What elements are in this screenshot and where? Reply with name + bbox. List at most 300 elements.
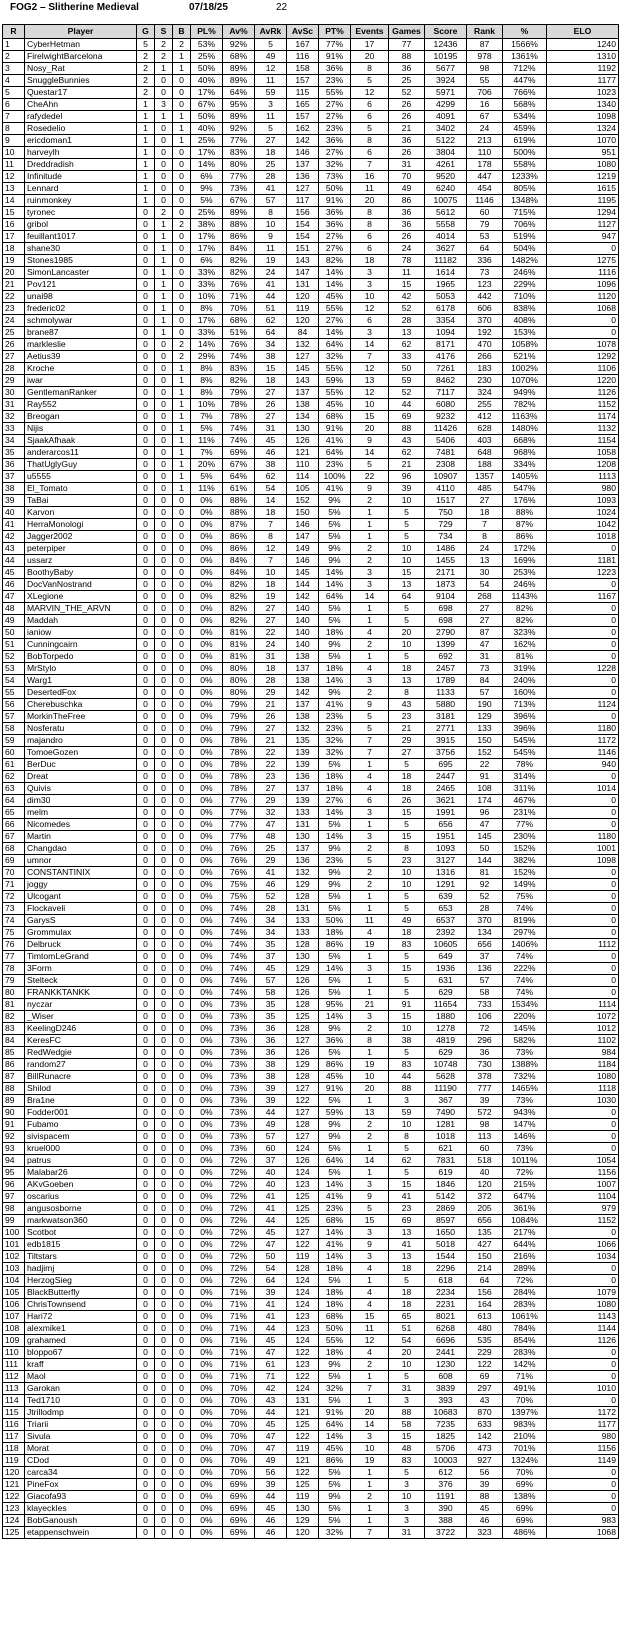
table-cell: 70% [223,1455,255,1467]
table-cell: 16 [3,219,25,231]
table-row [3,1275,619,1287]
table-cell: 48 [389,1443,425,1455]
table-cell: 5 [3,87,25,99]
player-name-cell: brane87 [25,327,137,339]
table-cell: 0% [191,1395,223,1407]
table-cell: 1614 [425,267,467,279]
table-cell: 0 [155,879,173,891]
table-cell: 1880 [425,1011,467,1023]
table-cell: 45 [255,1335,287,1347]
table-cell: 0% [191,567,223,579]
table-cell: 6% [191,255,223,267]
table-cell: 0% [191,651,223,663]
table-cell: 129 [287,963,319,975]
table-cell: 21 [255,699,287,711]
table-cell: 0 [137,927,155,939]
table-row [3,615,619,627]
table-cell: 0% [191,663,223,675]
table-cell: 0% [191,1035,223,1047]
table-row [3,627,619,639]
table-cell: 213 [467,135,503,147]
table-cell: 150 [467,735,503,747]
table-cell: 79% [223,711,255,723]
player-name-cell: klayeckles [25,1503,137,1515]
table-cell: 50% [319,915,351,927]
table-cell: 0 [155,987,173,999]
table-cell: 139 [287,795,319,807]
table-cell: 5% [319,519,351,531]
table-cell: 0 [173,1371,191,1383]
table-cell: 0 [173,675,191,687]
table-cell: 3 [351,279,389,291]
table-cell: 1177 [547,1419,619,1431]
table-cell: 0 [137,615,155,627]
table-cell: 729 [425,519,467,531]
table-cell: 1 [155,267,173,279]
table-cell: 0% [191,1227,223,1239]
table-cell: 0% [191,1251,223,1263]
table-cell: 1 [173,447,191,459]
table-cell: 36% [319,219,351,231]
table-cell: 0 [173,495,191,507]
table-cell: 289% [503,1263,547,1275]
table-cell: 5% [191,423,223,435]
table-cell: 74% [223,927,255,939]
table-cell: 9 [351,699,389,711]
table-cell: 21 [255,735,287,747]
table-cell: 3 [351,675,389,687]
table-cell: 1 [351,1467,389,1479]
table-cell: 14 [3,195,25,207]
table-cell: 0 [155,663,173,675]
table-cell: 127 [287,1107,319,1119]
table-cell: 61 [3,759,25,771]
table-cell: 56 [255,1467,287,1479]
table-cell: 0 [155,375,173,387]
table-row [3,63,619,75]
table-cell: 125 [287,1203,319,1215]
table-cell: 1 [351,603,389,615]
table-cell: 4110 [425,483,467,495]
table-cell: 0 [137,411,155,423]
table-cell: 59 [255,87,287,99]
table-cell: 8 [351,219,389,231]
table-row [3,147,619,159]
table-cell: 71% [223,291,255,303]
table-cell: 56 [3,699,25,711]
table-row [3,759,619,771]
table-cell: 0% [191,1155,223,1167]
table-cell: 6 [351,243,389,255]
table-cell: 0 [155,603,173,615]
player-name-cell: TomoeGozen [25,747,137,759]
table-cell: 1 [351,759,389,771]
table-cell: 1068 [547,303,619,315]
table-cell: 0 [547,1479,619,1491]
table-cell: 96 [389,471,425,483]
table-cell: 3 [255,99,287,111]
table-cell: 29 [389,735,425,747]
table-cell: 1061% [503,1311,547,1323]
table-cell: 91 [467,771,503,783]
table-cell: 5 [389,1467,425,1479]
table-cell: 0 [173,1359,191,1371]
table-cell: 0 [173,1287,191,1299]
table-cell: 838% [503,303,547,315]
table-cell: 9% [319,555,351,567]
table-cell: 0 [137,663,155,675]
table-cell: 698 [425,615,467,627]
table-cell: 21 [3,279,25,291]
table-cell: 41 [255,183,287,195]
table-cell: 150 [467,1251,503,1263]
table-cell: 36% [319,207,351,219]
table-cell: 0 [137,339,155,351]
table-cell: 23% [319,855,351,867]
table-cell: 4014 [425,231,467,243]
table-cell: 147 [287,531,319,543]
table-cell: 68% [319,1311,351,1323]
table-cell: 1132 [547,423,619,435]
table-cell: 24 [467,123,503,135]
table-cell: 732% [503,1071,547,1083]
table-cell: 74% [223,963,255,975]
table-cell: 1 [351,1167,389,1179]
table-cell: 10748 [425,1059,467,1071]
table-cell: 545% [503,747,547,759]
table-cell: 176% [503,495,547,507]
table-cell: 7490 [425,1107,467,1119]
table-cell: 1316 [425,867,467,879]
table-cell: 1152 [547,399,619,411]
table-cell: 27 [467,603,503,615]
table-cell: 14% [319,1251,351,1263]
player-name-cell: KeresFC [25,1035,137,1047]
table-cell: 40% [191,123,223,135]
table-cell: 1 [173,375,191,387]
table-cell: 86% [223,543,255,555]
table-cell: 73 [467,663,503,675]
table-cell: 5971 [425,87,467,99]
table-cell: 91 [389,999,425,1011]
table-cell: 119 [287,1491,319,1503]
table-cell: 1 [137,159,155,171]
table-row [3,975,619,987]
table-cell: 89 [3,1095,25,1107]
table-cell: 102 [3,1251,25,1263]
table-cell: 41 [255,279,287,291]
table-row [3,1335,619,1347]
table-cell: 17% [191,87,223,99]
table-cell: 124 [287,1167,319,1179]
player-name-cell: Jtrillodmp [25,1407,137,1419]
table-cell: 0 [547,315,619,327]
table-cell: 18 [389,1287,425,1299]
table-cell: 0 [547,1347,619,1359]
table-cell: 0 [137,1059,155,1071]
table-cell: 9 [255,231,287,243]
table-cell: 97 [3,1191,25,1203]
table-row [3,1095,619,1107]
table-cell: 72% [223,1155,255,1167]
table-cell: 606 [467,303,503,315]
table-cell: 116 [3,1419,25,1431]
table-cell: 55% [319,387,351,399]
table-cell: 169% [503,555,547,567]
table-cell: 1534% [503,999,547,1011]
table-cell: 137 [287,387,319,399]
table-cell: 50 [467,843,503,855]
table-cell: 8 [351,207,389,219]
player-name-cell: unai98 [25,291,137,303]
table-cell: 1 [155,231,173,243]
table-cell: 87% [223,519,255,531]
table-cell: 0 [155,795,173,807]
table-cell: 68% [223,51,255,63]
table-cell: 17% [191,243,223,255]
table-cell: 88 [389,423,425,435]
column-header: AvRk [255,25,287,39]
table-cell: 2234 [425,1287,467,1299]
table-cell: 40 [255,1179,287,1191]
table-cell: 0 [137,795,155,807]
table-cell: 1 [351,1479,389,1491]
table-cell: 86% [319,1059,351,1071]
table-cell: 7 [351,159,389,171]
table-cell: 117 [287,195,319,207]
table-cell: 4 [351,627,389,639]
table-cell: 0 [137,975,155,987]
player-name-cell: CONSTANTINIX [25,867,137,879]
table-cell: 0 [155,435,173,447]
table-cell: 82% [503,615,547,627]
table-cell: 0 [173,603,191,615]
table-cell: 1167 [547,591,619,603]
table-cell: 1233% [503,171,547,183]
table-cell: 0 [547,867,619,879]
table-cell: 0 [173,999,191,1011]
table-cell: 48 [255,831,287,843]
table-cell: 3 [389,1515,425,1527]
table-cell: 0 [547,891,619,903]
table-cell: 240% [503,675,547,687]
table-cell: 2 [351,879,389,891]
table-cell: 84 [467,675,503,687]
table-cell: 54 [467,579,503,591]
table-cell: 31 [389,1527,425,1539]
table-cell: 4819 [425,1035,467,1047]
table-cell: 1 [173,51,191,63]
table-cell: 0 [155,123,173,135]
table-cell: 29 [255,795,287,807]
table-cell: 73% [223,183,255,195]
table-cell: 0 [137,243,155,255]
table-cell: 3354 [425,315,467,327]
table-cell: 0 [173,759,191,771]
table-cell: 64 [467,1275,503,1287]
table-cell: 10 [389,879,425,891]
table-cell: 73% [223,1083,255,1095]
table-cell: 146 [287,555,319,567]
table-cell: 70% [223,1431,255,1443]
table-cell: 38 [255,1071,287,1083]
table-cell: 1397% [503,1407,547,1419]
table-cell: 0 [155,1131,173,1143]
table-cell: 77% [223,807,255,819]
table-cell: 0 [547,915,619,927]
table-cell: 1846 [425,1179,467,1191]
table-cell: 0 [137,1503,155,1515]
table-cell: 0 [155,1299,173,1311]
table-cell: 0 [137,675,155,687]
table-cell: 0 [547,1119,619,1131]
table-cell: 36 [3,459,25,471]
table-cell: 80% [223,675,255,687]
table-cell: 5% [319,1467,351,1479]
table-cell: 0% [191,1443,223,1455]
table-row [3,87,619,99]
table-cell: 1163% [503,411,547,423]
table-cell: 57 [467,687,503,699]
table-cell: 51 [389,1323,425,1335]
table-cell: 0% [191,723,223,735]
table-cell: 40 [3,507,25,519]
table-cell: 73% [319,171,351,183]
table-cell: 64% [319,339,351,351]
table-cell: 0 [155,591,173,603]
table-cell: 268 [467,591,503,603]
player-name-cell: Quivis [25,783,137,795]
table-cell: 39 [467,1095,503,1107]
table-cell: 130 [287,831,319,843]
table-cell: 1177 [547,75,619,87]
table-cell: 127 [287,1227,319,1239]
table-cell: 0 [155,723,173,735]
table-cell: 1 [351,891,389,903]
table-cell: 0% [191,519,223,531]
table-cell: 649 [425,951,467,963]
table-row [3,135,619,147]
table-cell: 40 [467,1167,503,1179]
table-cell: 0% [191,711,223,723]
table-cell: 27 [255,723,287,735]
table-cell: 131 [287,279,319,291]
table-row [3,495,619,507]
table-cell: 23% [319,723,351,735]
table-cell: 128 [287,1119,319,1131]
table-cell: 0% [191,987,223,999]
table-cell: 91% [319,423,351,435]
table-cell: 5 [389,507,425,519]
table-cell: 14 [351,447,389,459]
table-cell: 84% [223,555,255,567]
table-cell: 8462 [425,375,467,387]
table-row [3,1191,619,1203]
table-cell: 0 [173,843,191,855]
column-header: Games [389,25,425,39]
table-cell: 120 [3,1467,25,1479]
table-cell: 1094 [425,327,467,339]
column-header: G [137,25,155,39]
table-cell: 0 [155,1431,173,1443]
table-cell: 0% [191,1095,223,1107]
table-cell: 0 [173,507,191,519]
table-cell: 0 [173,315,191,327]
table-cell: 36 [389,219,425,231]
table-cell: 3 [351,1011,389,1023]
table-cell: 9% [319,1491,351,1503]
table-cell: 0 [155,483,173,495]
table-cell: 0 [137,207,155,219]
table-cell: 23 [255,771,287,783]
table-row [3,435,619,447]
table-cell: 0 [173,1383,191,1395]
table-cell: 698 [425,603,467,615]
table-cell: 43 [3,543,25,555]
table-cell: 89% [223,111,255,123]
table-cell: 27 [255,783,287,795]
table-cell: 1023 [547,87,619,99]
table-cell: 43 [389,699,425,711]
table-cell: 2 [351,639,389,651]
table-cell: 1133 [425,687,467,699]
table-cell: 819% [503,915,547,927]
table-cell: 0 [547,795,619,807]
table-cell: 0% [191,1191,223,1203]
table-cell: 47 [3,591,25,603]
table-cell: 8 [389,687,425,699]
table-cell: 0 [155,975,173,987]
table-cell: 5053 [425,291,467,303]
table-cell: 74 [3,915,25,927]
table-cell: 114 [287,471,319,483]
table-cell: 0 [137,1071,155,1083]
table-cell: 89% [223,207,255,219]
player-name-cell: BobTorpedo [25,651,137,663]
table-cell: 5% [319,819,351,831]
table-cell: 27 [467,615,503,627]
table-cell: 127 [287,1083,319,1095]
table-cell: 0 [173,651,191,663]
table-cell: 0 [173,303,191,315]
table-cell: 107 [3,1311,25,1323]
table-cell: 19 [351,1455,389,1467]
table-cell: 370 [467,915,503,927]
table-cell: 73% [223,1143,255,1155]
table-cell: 25% [191,135,223,147]
table-cell: 72% [223,1191,255,1203]
table-cell: 110 [287,459,319,471]
table-cell: 41 [255,1203,287,1215]
table-cell: 32% [319,735,351,747]
table-cell: 95 [3,1167,25,1179]
player-name-cell: Cherebuschka [25,699,137,711]
table-cell: 706 [467,87,503,99]
table-cell: 1230 [425,1359,467,1371]
table-cell: 10 [255,567,287,579]
table-cell: 0% [191,1515,223,1527]
table-cell: 14 [351,1155,389,1167]
player-name-cell: peterpiper [25,543,137,555]
player-name-cell: Breogan [25,411,137,423]
table-cell: 5 [389,1047,425,1059]
table-cell: 14 [351,1419,389,1431]
player-name-cell: GentlemanRanker [25,387,137,399]
table-cell: 140 [287,639,319,651]
table-cell: 5018 [425,1239,467,1251]
table-cell: 27% [319,795,351,807]
table-cell: 9% [319,1119,351,1131]
